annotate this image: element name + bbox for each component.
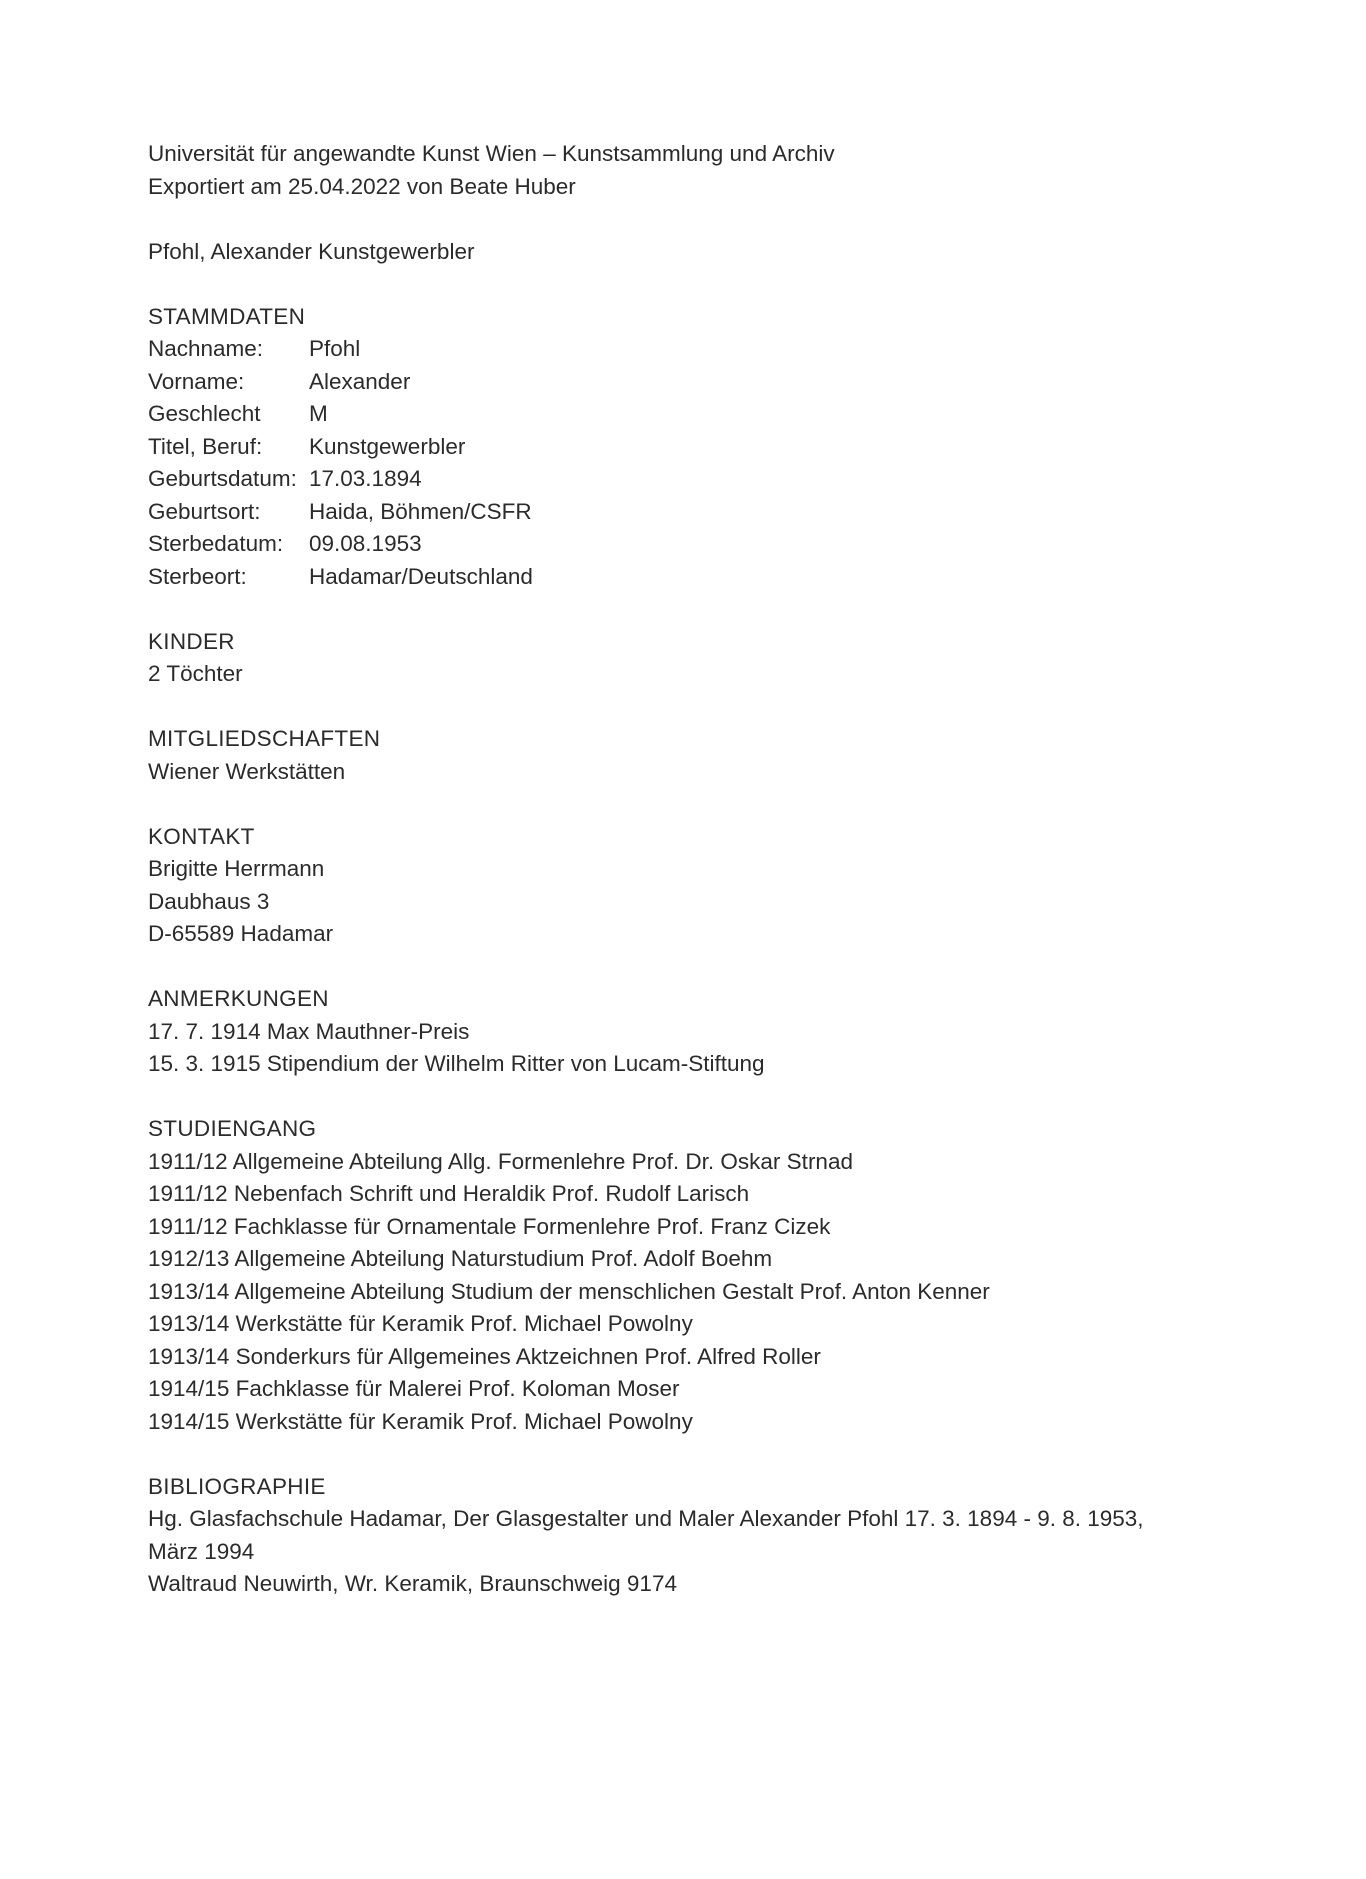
- field-row: [148, 496, 1268, 529]
- record-title: Pfohl, Alexander Kunstgewerbler: [148, 238, 475, 264]
- stammdaten-fields: [148, 333, 1268, 593]
- field-row: [148, 528, 1268, 561]
- studiengang-line: 1913/14 Allgemeine Abteilung Studium der menschlichen Gestalt Prof. Anton Kenner: [148, 1278, 990, 1304]
- section-heading-bibliographie: BIBLIOGRAPHIE: [148, 1473, 326, 1499]
- institution-line: Universität für angewandte Kunst Wien – Kunstsammlung und Archiv: [148, 141, 835, 166]
- field-value: Alexander: [309, 368, 411, 394]
- studiengang-line: 1913/14 Sonderkurs für Allgemeines Aktzeichnen Prof. Alfred Roller: [148, 1343, 821, 1369]
- studiengang-line: 1911/12 Nebenfach Schrift und Heraldik Prof. Rudolf Larisch: [148, 1181, 750, 1206]
- document-page: [148, 138, 1268, 1601]
- section-heading-stammdaten: STAMMDATEN: [148, 303, 306, 329]
- kontakt-line: Daubhaus 3: [148, 888, 270, 914]
- field-label: Sterbeort:: [148, 563, 247, 589]
- section-heading-studiengang: STUDIENGANG: [148, 1116, 317, 1141]
- field-row: [148, 366, 1268, 399]
- field-row: [148, 398, 1268, 431]
- studiengang-line: 1912/13 Allgemeine Abteilung Naturstudium Prof. Adolf Boehm: [148, 1246, 773, 1271]
- section-heading-kinder: KINDER: [148, 628, 235, 654]
- field-value: 09.08.1953: [309, 531, 422, 556]
- bibliographie-line: Waltraud Neuwirth, Wr. Keramik, Braunschweig 9174: [148, 1571, 677, 1596]
- field-label: Geburtsdatum:: [148, 466, 297, 491]
- field-label: Sterbedatum:: [148, 531, 284, 556]
- field-label: Titel, Beruf:: [148, 433, 263, 459]
- field-value: M: [309, 401, 328, 426]
- field-label: Nachname:: [148, 336, 264, 361]
- field-label: Geburtsort:: [148, 498, 261, 524]
- kontakt-line: D-65589 Hadamar: [148, 921, 334, 946]
- anmerkung-line: 17. 7. 1914 Max Mauthner-Preis: [148, 1018, 470, 1044]
- studiengang-line: 1913/14 Werkstätte für Keramik Prof. Michael Powolny: [148, 1311, 693, 1336]
- kontakt-line: Brigitte Herrmann: [148, 856, 325, 881]
- field-value: Haida, Böhmen/CSFR: [309, 498, 532, 524]
- anmerkung-line: 15. 3. 1915 Stipendium der Wilhelm Ritter von Lucam-Stiftung: [148, 1051, 765, 1076]
- kinder-line: 2 Töchter: [148, 661, 243, 686]
- field-label: Vorname:: [148, 368, 245, 394]
- studiengang-line: 1914/15 Werkstätte für Keramik Prof. Michael Powolny: [148, 1408, 693, 1434]
- field-value: Kunstgewerbler: [309, 433, 466, 459]
- field-row: [148, 561, 1268, 594]
- field-row: [148, 463, 1268, 496]
- studiengang-line: 1911/12 Allgemeine Abteilung Allg. Formenlehre Prof. Dr. Oskar Strnad: [148, 1148, 853, 1174]
- section-heading-anmerkungen: ANMERKUNGEN: [148, 986, 329, 1011]
- studiengang-line: 1911/12 Fachklasse für Ornamentale Formenlehre Prof. Franz Cizek: [148, 1213, 831, 1239]
- field-label: Geschlecht: [148, 401, 261, 426]
- field-row: [148, 431, 1268, 464]
- bibliographie-line: Hg. Glasfachschule Hadamar, Der Glasgestalter und Maler Alexander Pfohl 17. 3. 1894 - 9. 8. 1953,: [148, 1506, 1144, 1531]
- field-row: [148, 333, 1268, 366]
- field-value: Hadamar/Deutschland: [309, 563, 533, 589]
- section-heading-kontakt: KONTAKT: [148, 823, 255, 849]
- studiengang-line: 1914/15 Fachklasse für Malerei Prof. Koloman Moser: [148, 1376, 680, 1401]
- export-line: Exportiert am 25.04.2022 von Beate Huber: [148, 173, 576, 199]
- field-value: 17.03.1894: [309, 466, 422, 491]
- mitgliedschaft-line: Wiener Werkstätten: [148, 758, 346, 784]
- section-heading-mitgliedschaften: MITGLIEDSCHAFTEN: [148, 726, 381, 751]
- field-value: Pfohl: [309, 336, 361, 361]
- bibliographie-line: März 1994: [148, 1538, 255, 1564]
